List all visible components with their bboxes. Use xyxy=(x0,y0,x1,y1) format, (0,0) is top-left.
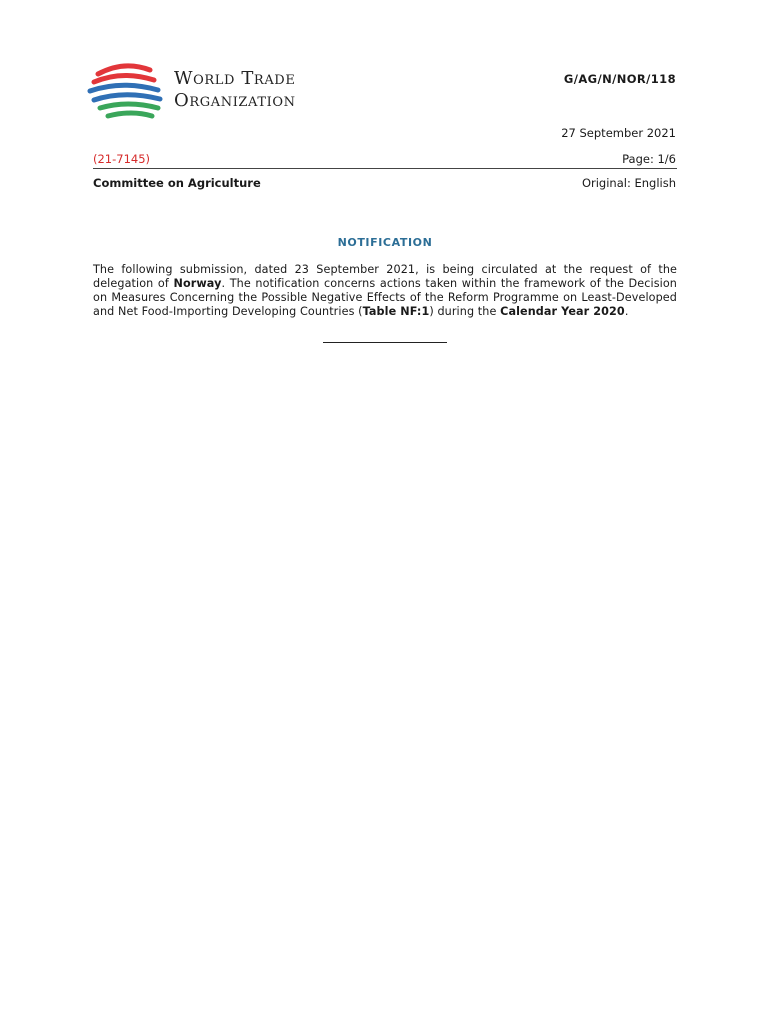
reference-number: (21-7145) xyxy=(93,152,151,166)
wto-logo-icon xyxy=(84,58,168,130)
original-language: Original: English xyxy=(581,176,676,190)
wto-logo xyxy=(84,58,344,130)
country-name: Norway xyxy=(173,277,222,290)
header-divider xyxy=(93,168,677,169)
notification-heading: NOTIFICATION xyxy=(337,236,433,249)
logo-line-2: Organization xyxy=(174,90,296,111)
paragraph-text-3: ) during the xyxy=(429,305,501,318)
notification-paragraph xyxy=(93,263,677,319)
logo-line-1: World Trade xyxy=(174,68,296,89)
paragraph-text-2: . The notification concerns actions taken within the framework of the Decision on Measures Concerning the Possible Negative Effects of the Reform Programme on Least-Developed and Net Food-Importing Developing Countries ( xyxy=(93,277,677,318)
document-date: 27 September 2021 xyxy=(561,126,676,140)
paragraph-text-1: The following submission, dated 23 September 2021, is being circulated at the request of the delegation of xyxy=(93,263,677,290)
table-reference: Table NF:1 xyxy=(362,305,430,318)
paragraph-text-4: . xyxy=(624,305,629,318)
page-number: Page: 1/6 xyxy=(622,152,676,166)
committee-name: Committee on Agriculture xyxy=(93,176,261,190)
end-of-text-line xyxy=(323,342,447,343)
document-symbol: G/AG/N/NOR/118 xyxy=(563,72,676,86)
logo-wordmark xyxy=(174,68,296,112)
reporting-period: Calendar Year 2020 xyxy=(500,305,625,318)
